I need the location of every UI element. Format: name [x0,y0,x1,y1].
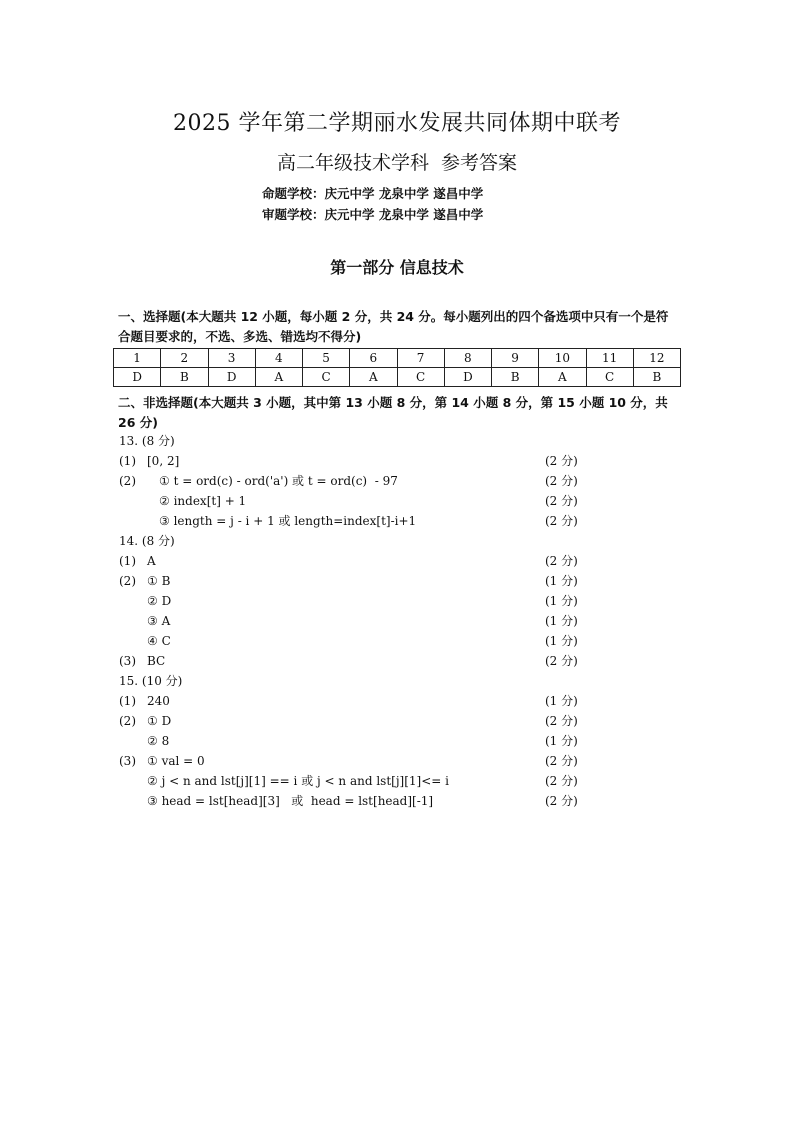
reviewer-schools: 审题学校：庆元中学 龙泉中学 遂昌中学 [262,207,484,222]
answer-line-text: ③ A [147,614,171,628]
score-label: (1 分) [545,694,578,708]
score-label: (2 分) [545,714,578,728]
answer-line [119,751,589,771]
answer-line [119,451,589,471]
question-number-cell: 8 [444,349,491,368]
answer-cell: B [161,368,208,387]
answer-line [119,431,589,451]
answer-cell: A [350,368,397,387]
answer-line-label: (3) [119,654,136,668]
answer-line [119,471,589,491]
answer-line [119,711,589,731]
document-title: 2025 学年第二学期丽水发展共同体期中联考 [173,111,621,136]
score-label: (2 分) [545,474,578,488]
question-number-cell: 10 [539,349,586,368]
section1-heading: 一、选择题(本大题共 12 小题，每小题 2 分，共 24 分。每小题列出的四个备选项中只有一个是符合题目要求的，不选、多选、错选均不得分) [118,309,669,344]
answer-line-label: (1) [119,554,136,568]
answer-line-label: (3) [119,754,136,768]
question-number-cell: 5 [303,349,350,368]
answer-line-label: (1) [119,694,136,708]
answer-line-text: [0, 2] [147,454,180,468]
answer-cell: B [633,368,680,387]
score-label: (1 分) [545,594,578,608]
answer-line-label: (2) [119,574,136,588]
score-label: (2 分) [545,454,578,468]
answer-line [119,591,589,611]
score-label: (2 分) [545,654,578,668]
answer-line [119,731,589,751]
score-label: (2 分) [545,514,578,528]
answer-cell: D [444,368,491,387]
answer-line [119,491,589,511]
score-label: (1 分) [545,634,578,648]
answer-line-label: 13. (8 分) [119,434,175,448]
question-number-cell: 2 [161,349,208,368]
answer-line-text: 240 [147,694,170,708]
question-number-cell: 3 [208,349,255,368]
question-number-cell: 4 [255,349,302,368]
answer-line-text: ③ head = lst[head][3] 或 head = lst[head][-1] [147,794,434,808]
answer-line [119,791,589,811]
answer-line [119,551,589,571]
answer-line-text: A [147,554,156,568]
answer-cell: A [539,368,586,387]
answer-line-text: ② index[t] + 1 [159,494,247,508]
question-number-cell: 9 [492,349,539,368]
answer-line [119,671,589,691]
answer-cell: A [255,368,302,387]
setter-schools: 命题学校：庆元中学 龙泉中学 遂昌中学 [262,186,484,201]
answer-line [119,771,589,791]
answer-line [119,631,589,651]
answer-line-label: 15. (10 分) [119,674,183,688]
answer-line-label: (2) [119,714,136,728]
score-label: (2 分) [545,754,578,768]
answer-cell: D [208,368,255,387]
answer-line-text: ① D [147,714,172,728]
answer-line [119,571,589,591]
score-label: (1 分) [545,734,578,748]
score-label: (1 分) [545,614,578,628]
part-title: 第一部分 信息技术 [330,258,464,277]
answer-line-text: ④ C [147,634,171,648]
answer-line-label: 14. (8 分) [119,534,175,548]
answer-line [119,611,589,631]
answer-cell: C [586,368,633,387]
answer-line-text: ③ length = j - i + 1 或 length=index[t]-i+1 [159,514,417,528]
answer-line [119,651,589,671]
answer-line-text: BC [147,654,166,668]
score-label: (2 分) [545,494,578,508]
answer-line-text: ① val = 0 [147,754,205,768]
answer-line-label: (1) [119,454,136,468]
answer-cell: C [303,368,350,387]
question-number-cell: 11 [586,349,633,368]
answer-line-text: ① B [147,574,171,588]
answer-row [114,368,681,387]
question-number-cell: 12 [633,349,680,368]
score-label: (2 分) [545,554,578,568]
answer-line-text: ② 8 [147,734,170,748]
answer-line-text: ② j < n and lst[j][1] == i 或 j < n and lst[j][1]<= i [147,774,449,788]
document-subtitle: 高二年级技术学科 参考答案 [276,152,518,174]
answer-line [119,691,589,711]
question-number-row [114,349,681,368]
answer-cell: C [397,368,444,387]
answer-cell: B [492,368,539,387]
answer-cell: D [114,368,161,387]
question-number-cell: 1 [114,349,161,368]
score-label: (2 分) [545,774,578,788]
question-number-cell: 7 [397,349,444,368]
score-label: (1 分) [545,574,578,588]
answer-line [119,511,589,531]
section2-heading: 二、非选择题(本大题共 3 小题，其中第 13 小题 8 分，第 14 小题 8 分，第 15 小题 10 分，共 26 分) [118,395,668,430]
question-number-cell: 6 [350,349,397,368]
answer-line [119,531,589,551]
answer-table [113,348,681,387]
answer-line-label: (2) [119,474,136,488]
score-label: (2 分) [545,794,578,808]
answer-line-text: ① t = ord(c) - ord('a') 或 t = ord(c) - 97 [159,474,398,488]
answer-line-text: ② D [147,594,172,608]
